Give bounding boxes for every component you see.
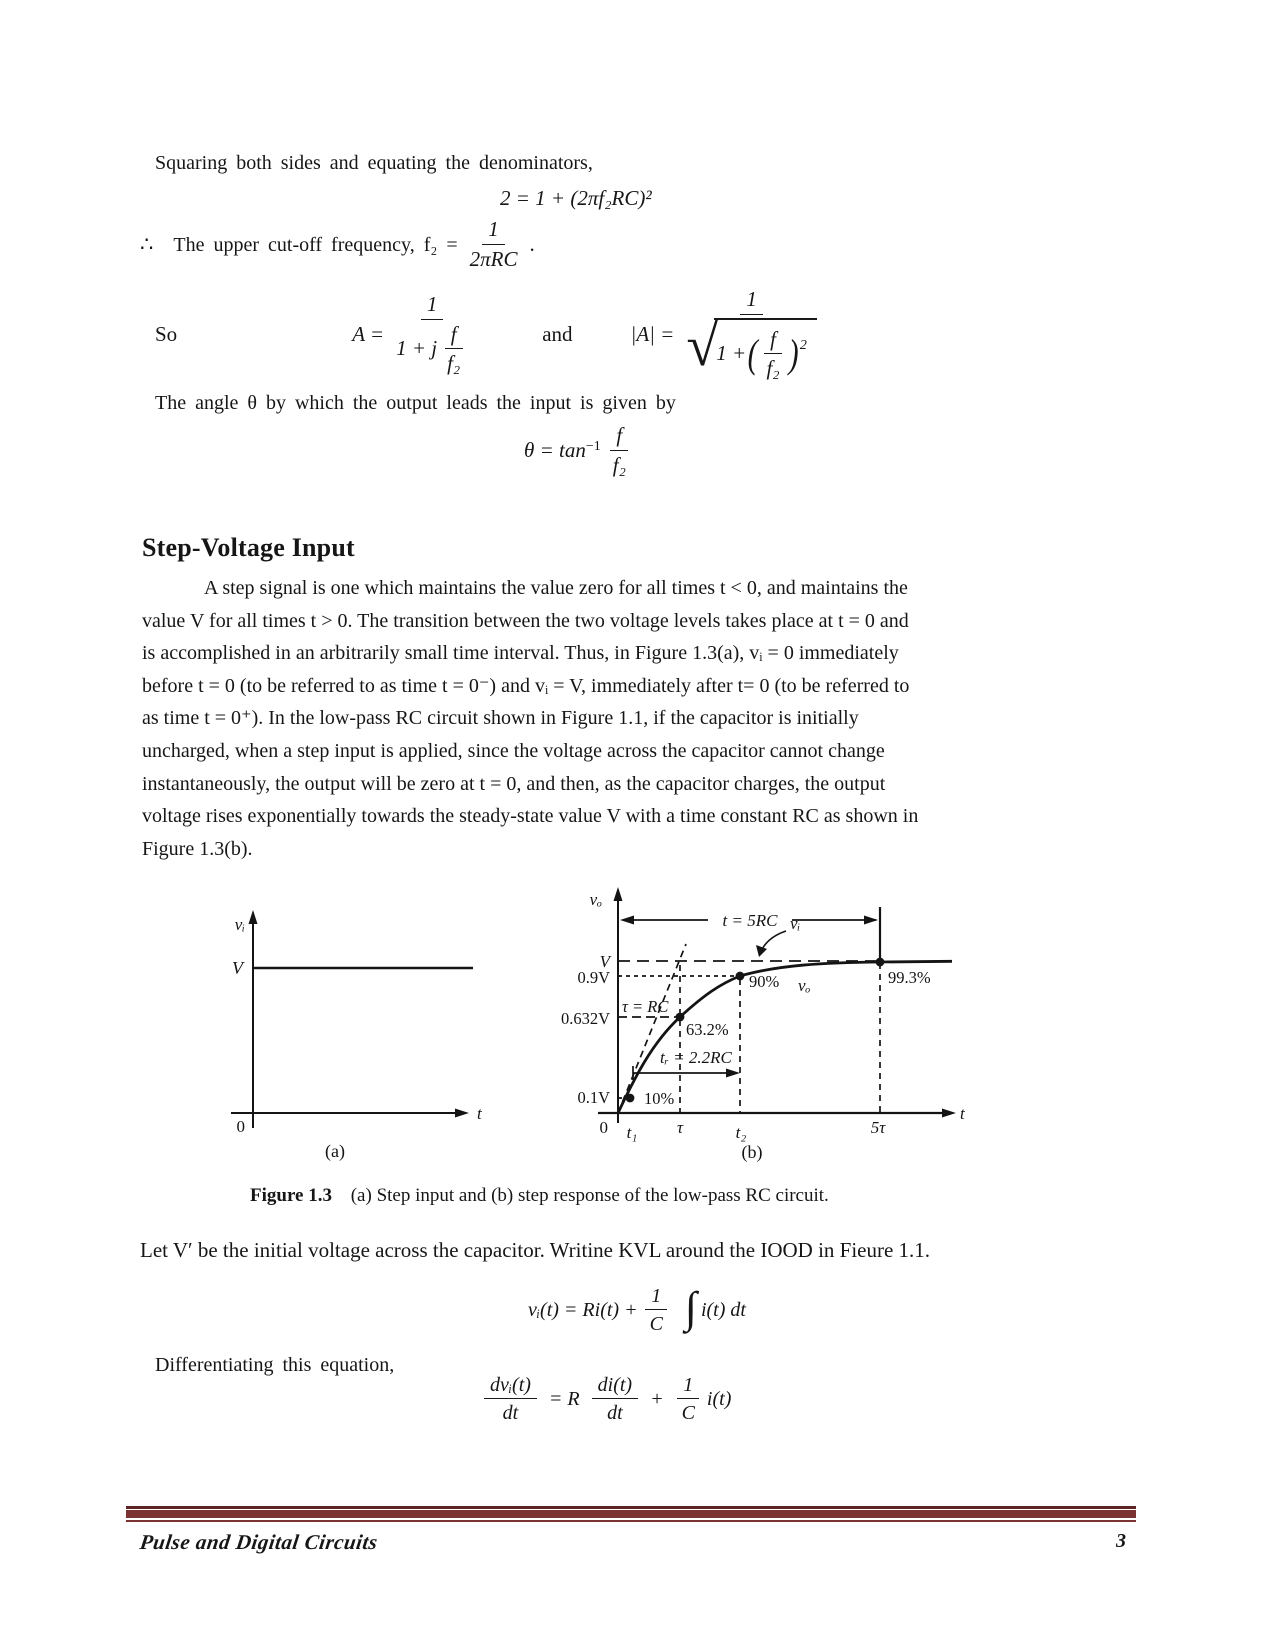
right-paren: ): [788, 331, 799, 377]
deq-frac3-den: C: [681, 1402, 695, 1425]
mag-numerator: 1: [740, 288, 763, 315]
b-p10-label: 10%: [644, 1089, 675, 1108]
a-origin-label: 0: [236, 1117, 245, 1136]
para-line: before t = 0 (to be referred to as time t = 0⁻) and vᵢ = V, immediately after t= 0 (to be referred to: [142, 674, 910, 697]
gain-numerator: 1: [421, 293, 444, 320]
b-p993-label: 99.3%: [888, 968, 931, 987]
and-label: and: [542, 321, 573, 346]
gain-inner-fraction: [441, 323, 466, 376]
gain-denominator: [390, 320, 474, 376]
footer-rule-bottom: [126, 1520, 1136, 1522]
footer-rule-thick: [126, 1510, 1136, 1518]
para-line: Figure 1.3(b).: [142, 837, 253, 860]
b-tau-label: τ: [676, 1118, 684, 1137]
theta-equation: [524, 424, 638, 477]
a-yaxis-arrow: [249, 910, 258, 924]
radical-symbol: √: [686, 312, 719, 378]
figure-caption-text: (a) Step input and (b) step response of the low-pass RC circuit.: [350, 1185, 829, 1206]
b-vi-pointer: [761, 931, 786, 951]
b-input-label: vᵢ: [790, 914, 801, 933]
theta-num: f: [610, 424, 628, 451]
deq-frac2-num: di(t): [592, 1374, 638, 1399]
a-axes: [231, 910, 469, 1128]
b-tag: (b): [741, 1142, 763, 1162]
deq-frac1-num: dvᵢ(t): [484, 1374, 537, 1399]
para-line: uncharged, when a step input is applied, since the voltage across the capacitor cannot change: [142, 739, 885, 762]
so-label: So: [155, 321, 178, 346]
b-output-label: vₒ: [798, 976, 811, 995]
kvl-eq-pre: vᵢ(t) = Ri(t) +: [528, 1298, 638, 1321]
cutoff-text: The upper cut-off frequency, f₂ =: [173, 233, 458, 256]
b-yaxis-label: vₒ: [589, 890, 602, 909]
footer-book-title: Pulse and Digital Circuits: [138, 1530, 380, 1554]
kvl-eq-fraction: [644, 1285, 669, 1336]
para-line: instantaneously, the output will be zero at t = 0, and then, as the capacitor charges, the output: [142, 772, 886, 795]
b-yaxis-arrow: [614, 887, 623, 901]
mag-inner-den: f₂: [766, 356, 780, 381]
equation-squared-text: 2 = 1 + (2πf₂RC)²: [500, 186, 652, 210]
equation-squared: [500, 186, 652, 211]
a-tag: (a): [325, 1141, 345, 1161]
footer-page-number: 3: [1116, 1530, 1126, 1552]
b-origin-label: 0: [599, 1118, 608, 1137]
a-xaxis-label: t: [477, 1104, 482, 1123]
theta-lhs: θ = tan: [524, 438, 586, 463]
deq-post: i(t): [706, 1387, 732, 1410]
a-yaxis-label: vᵢ: [234, 915, 245, 934]
kvl-equation: [528, 1282, 746, 1336]
b-v90-label: 0.9V: [577, 968, 610, 987]
footer-rule-top: [126, 1506, 1136, 1509]
gain-equations-row: [155, 288, 829, 381]
gain-den-pre: 1 + j: [396, 336, 438, 361]
gain-fraction: [390, 293, 474, 376]
para-line: voltage rises exponentially towards the steady-state value V with a time constant RC as shown in: [142, 805, 919, 828]
mag-radicand: [714, 318, 817, 381]
cutoff-frequency-line: [140, 218, 535, 271]
para-line: as time t = 0⁺). In the low-pass RC circuit shown in Figure 1.1, if the capacitor is initially: [142, 707, 859, 730]
left-paren: (: [747, 331, 758, 377]
b-p632-label: 63.2%: [686, 1020, 729, 1039]
b-tangent-line: [618, 944, 686, 1113]
kvl-lead: Let V′ be the initial voltage across the capacitor. Writine KVL around the IOOD in Fieure 1.1.: [140, 1238, 931, 1262]
cutoff-fraction: [464, 218, 524, 271]
gain-inner-den: f₂: [447, 351, 461, 376]
squaring-line: Squaring both sides and equating the denominators,: [155, 152, 593, 174]
figure-caption-label: Figure 1.3: [250, 1185, 332, 1206]
deq-frac3: [676, 1374, 701, 1425]
deq-mid: = R: [548, 1387, 580, 1410]
footer-rule: [126, 1506, 1136, 1522]
theta-den: f₂: [612, 452, 626, 477]
deq-frac3-num: 1: [677, 1374, 699, 1399]
gain-inner-num: f: [445, 323, 463, 350]
figure-step-response-graph: [540, 845, 970, 1165]
mag-power: 2: [799, 338, 807, 354]
b-p90-label: 90%: [749, 972, 780, 991]
b-tau-eq-label: τ = RC: [622, 997, 669, 1016]
kvl-eq-num: 1: [645, 1285, 667, 1310]
mag-denominator: [680, 312, 823, 381]
mag-inner-num: f: [764, 328, 782, 355]
cutoff-period: .: [529, 232, 535, 257]
para-line: value V for all times t > 0. The transition between the two voltage levels takes place at t = 0 and: [142, 609, 909, 632]
mag-lhs: |A| =: [630, 321, 675, 346]
b-5tau-label: 5τ: [870, 1118, 886, 1137]
deq-frac1: [484, 1374, 537, 1425]
differentiated-equation: [478, 1374, 731, 1425]
para-line: A step signal is one which maintains the value zero for all times t < 0, and maintains the: [204, 577, 908, 599]
differentiating-line: Differentiating this equation,: [155, 1354, 395, 1376]
deq-plus: +: [650, 1387, 664, 1410]
b-xaxis-arrow: [942, 1109, 956, 1118]
theta-sup: −1: [585, 438, 601, 454]
b-span-label: t = 5RC: [722, 911, 778, 930]
theta-fraction: [607, 424, 632, 477]
a-xaxis-arrow: [455, 1109, 469, 1118]
b-vi-pointer-arrow: [756, 945, 767, 957]
deq-frac2: [592, 1374, 638, 1425]
b-t2-label: t₂: [735, 1123, 747, 1142]
b-dashed-guides: [618, 944, 880, 1113]
mag-rad-pre: 1 +: [716, 341, 747, 366]
b-rise-arrow: [633, 1066, 740, 1080]
mag-sqrt: [686, 312, 817, 381]
b-rise-label: tᵣ = 2.2RC: [660, 1048, 732, 1067]
cutoff-denominator: 2πRC: [469, 246, 518, 271]
mag-inner-fraction: [760, 328, 785, 381]
deq-frac1-den: dt: [502, 1402, 519, 1425]
a-v-label: V: [232, 958, 243, 978]
figure-step-input-graph: [205, 870, 505, 1170]
para-line: is accomplished in an arbitrarily small time interval. Thus, in Figure 1.3(a), vᵢ = 0 immediately: [142, 642, 899, 665]
integral-symbol: ∫: [684, 1282, 697, 1332]
step-voltage-paragraph: [142, 572, 1137, 865]
gain-lhs: A =: [352, 321, 385, 346]
figure-caption: [250, 1185, 829, 1207]
deq-frac2-den: dt: [607, 1402, 623, 1425]
section-heading: Step-Voltage Input: [142, 533, 355, 562]
kvl-eq-post: i(t) dt: [700, 1298, 746, 1321]
mag-fraction: [680, 288, 823, 381]
cutoff-numerator: 1: [482, 218, 505, 245]
b-xaxis-label: t: [960, 1104, 965, 1123]
b-v10-label: 0.1V: [577, 1088, 610, 1107]
b-t1-label: t₁: [626, 1123, 638, 1142]
kvl-eq-den: C: [649, 1313, 663, 1336]
b-v-label: V: [599, 952, 610, 971]
angle-line: The angle θ by which the output leads the input is given by: [155, 392, 676, 414]
therefore-symbol: ∴: [140, 232, 154, 257]
b-v632-label: 0.632V: [560, 1009, 610, 1028]
